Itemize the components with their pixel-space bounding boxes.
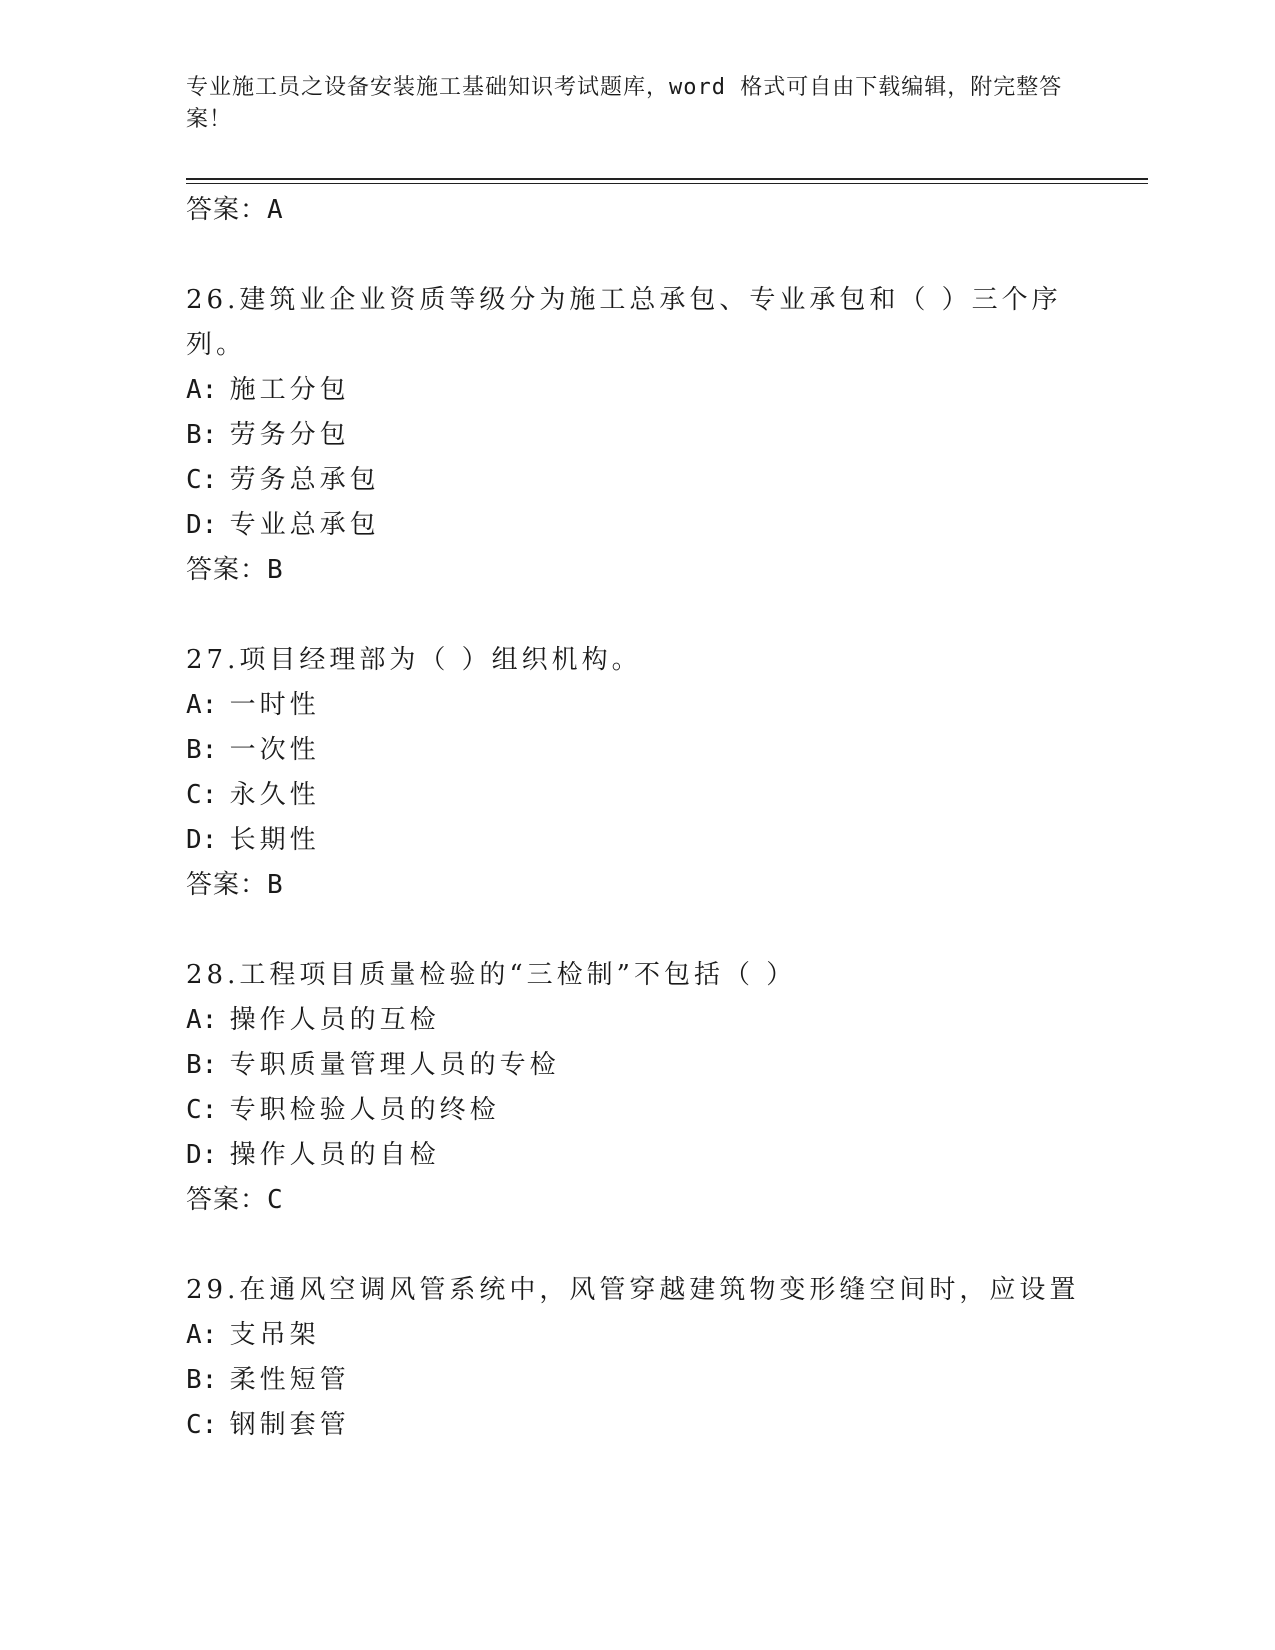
option-text: 一时性 <box>229 690 320 720</box>
option-text: 专业总承包 <box>229 510 380 540</box>
option-letter: C: <box>186 1095 218 1125</box>
question-29 <box>186 1268 1086 1448</box>
question-text <box>186 638 1086 683</box>
header-rule-thick <box>186 178 1148 180</box>
question-26 <box>186 278 1086 593</box>
option-text: 专职检验人员的终检 <box>229 1095 500 1125</box>
option-letter: B: <box>186 1365 218 1395</box>
question-text <box>186 1268 1086 1313</box>
answer-line <box>186 863 1086 908</box>
question-stem: 在通风空调风管系统中，风管穿越建筑物变形缝空间时，应设置 <box>239 1275 1080 1305</box>
question-28 <box>186 953 1086 1223</box>
answer-value: C <box>267 1185 284 1215</box>
question-text <box>186 953 1086 998</box>
question-27 <box>186 638 1086 908</box>
option-b <box>186 728 1086 773</box>
document-body <box>186 188 1086 1448</box>
answer-label: 答案： <box>186 1185 268 1215</box>
question-stem: 建筑业企业资质等级分为施工总承包、专业承包和（ ）三个序列。 <box>186 285 1062 360</box>
question-stem: 工程项目质量检验的“三检制”不包括（ ） <box>239 960 797 990</box>
option-d <box>186 503 1086 548</box>
answer-label: 答案： <box>186 555 268 585</box>
answer-line <box>186 548 1086 593</box>
option-b <box>186 1043 1086 1088</box>
option-a <box>186 683 1086 728</box>
option-letter: A: <box>186 1320 218 1350</box>
option-b <box>186 413 1086 458</box>
option-c <box>186 773 1086 818</box>
option-c <box>186 458 1086 503</box>
option-text: 操作人员的互检 <box>229 1005 440 1035</box>
option-letter: B: <box>186 420 218 450</box>
option-text: 永久性 <box>229 780 320 810</box>
option-text: 专职质量管理人员的专检 <box>229 1050 560 1080</box>
option-letter: C: <box>186 1410 218 1440</box>
option-c <box>186 1088 1086 1133</box>
option-text: 劳务分包 <box>229 420 350 450</box>
document-header <box>186 72 1066 136</box>
option-text: 钢制套管 <box>229 1410 350 1440</box>
option-letter: B: <box>186 735 218 765</box>
header-rule-thin <box>186 183 1148 184</box>
option-text: 长期性 <box>229 825 320 855</box>
answer-line <box>186 1178 1086 1223</box>
option-letter: A: <box>186 375 218 405</box>
option-text: 操作人员的自检 <box>229 1140 440 1170</box>
question-text <box>186 278 1086 368</box>
option-letter: B: <box>186 1050 218 1080</box>
question-number: 26. <box>186 285 240 315</box>
question-stem: 项目经理部为（ ）组织机构。 <box>239 645 642 675</box>
option-text: 柔性短管 <box>229 1365 350 1395</box>
option-a <box>186 368 1086 413</box>
option-d <box>186 818 1086 863</box>
question-number: 29. <box>186 1275 240 1305</box>
option-letter: A: <box>186 1005 218 1035</box>
option-a <box>186 998 1086 1043</box>
option-text: 支吊架 <box>229 1320 320 1350</box>
option-a <box>186 1313 1086 1358</box>
option-letter: D: <box>186 510 218 540</box>
answer-line <box>186 188 1086 233</box>
answer-value: B <box>267 555 284 585</box>
option-c <box>186 1403 1086 1448</box>
option-d <box>186 1133 1086 1178</box>
option-letter: A: <box>186 690 218 720</box>
option-letter: C: <box>186 465 218 495</box>
option-letter: C: <box>186 780 218 810</box>
question-number: 27. <box>186 645 240 675</box>
option-b <box>186 1358 1086 1403</box>
answer-label: 答案： <box>186 870 268 900</box>
header-text: 专业施工员之设备安装施工基础知识考试题库，word 格式可自由下载编辑，附完整答案！ <box>186 75 1063 132</box>
answer-value: A <box>267 195 284 225</box>
answer-label: 答案： <box>186 195 268 225</box>
option-text: 施工分包 <box>229 375 350 405</box>
option-text: 劳务总承包 <box>229 465 380 495</box>
option-text: 一次性 <box>229 735 320 765</box>
option-letter: D: <box>186 825 218 855</box>
question-number: 28. <box>186 960 240 990</box>
answer-value: B <box>267 870 284 900</box>
option-letter: D: <box>186 1140 218 1170</box>
